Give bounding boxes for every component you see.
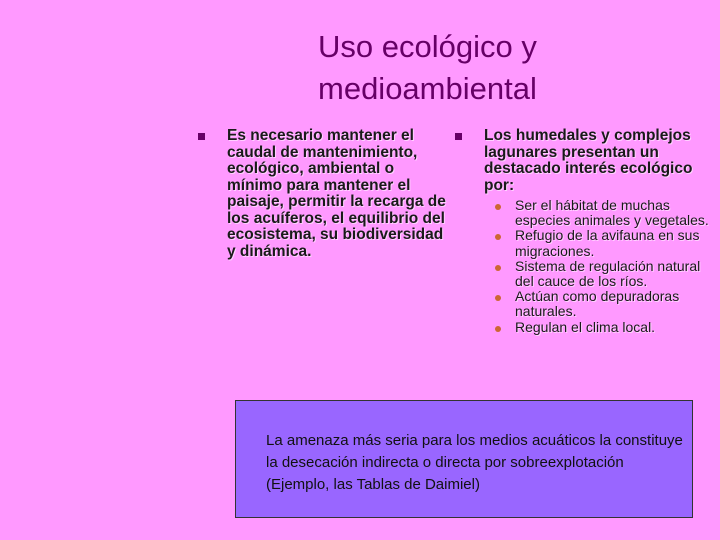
round-bullet-icon [495, 326, 501, 332]
list-item [495, 228, 710, 258]
list-item [495, 289, 710, 319]
sub-bullet-text: Actúan como depuradoras naturales. [515, 288, 680, 320]
sub-bullet-text: Refugio de la avifauna en sus migraciones. [515, 227, 700, 259]
callout-box [235, 400, 693, 518]
round-bullet-icon [495, 234, 501, 240]
square-bullet-icon [198, 133, 205, 140]
list-item [495, 198, 710, 228]
sub-bullet-text: Ser el hábitat de muchas especies animales y vegetales. [515, 197, 709, 229]
list-item [495, 320, 710, 335]
list-item [198, 128, 448, 260]
round-bullet-icon [495, 204, 501, 210]
list-item [495, 259, 710, 289]
left-column [198, 128, 448, 260]
sub-bullet-text: Sistema de regulación natural del cauce de los ríos. [515, 257, 701, 290]
right-column [455, 128, 710, 335]
square-bullet-icon [455, 133, 462, 140]
round-bullet-icon [495, 295, 501, 301]
list-item [455, 128, 710, 194]
round-bullet-icon [495, 265, 501, 271]
sub-bullet-list [495, 198, 710, 335]
callout-text: La amenaza más seria para los medios acuáticos la constituye la desecación indirecta o directa por sobreexplotación (Ejemplo, las Tablas de Daimiel) [266, 432, 683, 493]
sub-bullet-text: Regulan el clima local. [515, 318, 656, 335]
left-bullet-text: Es necesario mantener el caudal de mantenimiento, ecológico, ambiental o mínimo para mantener el paisaje, permitir la recarga de los acuíferos, el equilibrio del ecosistema, su biodiversidad y dinámica. [227, 127, 446, 260]
right-bullet-text: Los humedales y complejos lagunares presentan un destacado interés ecológico por: [484, 127, 693, 194]
slide-title: Uso ecológico y medioambiental [318, 29, 537, 106]
